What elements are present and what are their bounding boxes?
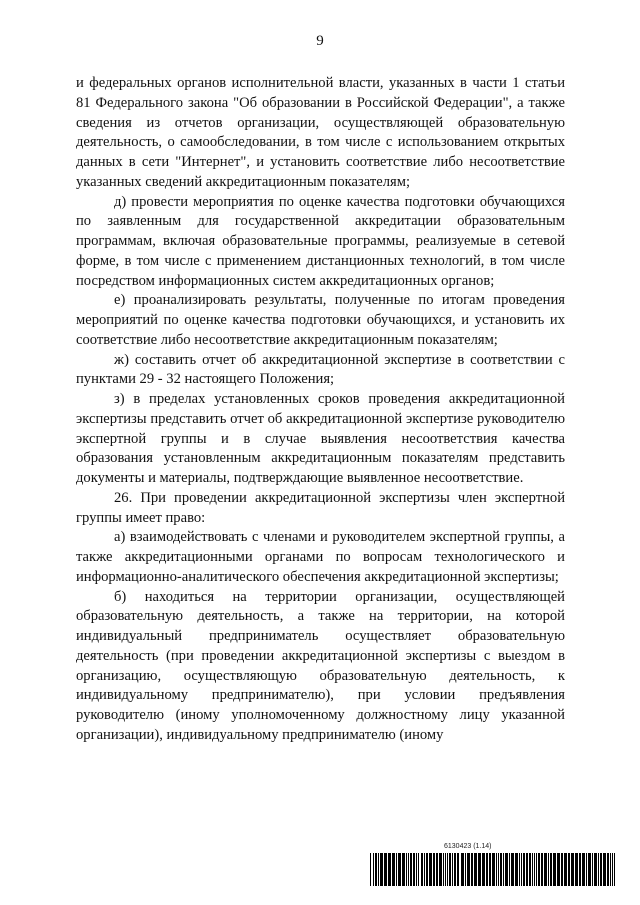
document-body bbox=[76, 74, 565, 746]
page-number: 9 bbox=[316, 33, 324, 49]
paragraph-item-d: д) провести мероприятия по оценке качества подготовки обучающихся по заявленным для государственной аккредитации образовательным программам, включая образовательные программы, реализуемые в сетевой форме, в том числе с применением дистанционных технологий, в том числе посредством информационных систем аккредитационных органов; bbox=[76, 193, 565, 289]
barcode-block bbox=[370, 843, 618, 889]
barcode-id: 6130423 (1.14) bbox=[444, 843, 492, 850]
paragraph-item-e: е) проанализировать результаты, полученные по итогам проведения мероприятий по оценке качества подготовки обучающихся, и установить их соответствие либо несоответствие аккредитационным показателям; bbox=[76, 292, 565, 348]
paragraph-item-z: з) в пределах установленных сроков проведения аккредитационной экспертизы представить отчет об аккредитационной экспертизе руководителю экспертной группы и в случае выявления несоответствия качества образования установленным аккредитационным показателям представить документы и материалы, подтверждающие выявленное несоответствие. bbox=[76, 391, 565, 486]
barcode-icon bbox=[370, 853, 618, 886]
paragraph-section-26: 26. При проведении аккредитационной экспертизы член экспертной группы имеет право: bbox=[76, 489, 565, 526]
paragraph-item-b: б) находиться на территории организации, осуществляющей образовательную деятельность, а также на территории, на которой индивидуальный предприниматель осуществляет образовательную деятельность (при проведении аккредитационной экспертизы с выездом в организацию, осуществляющую образовательную деятельность, к индивидуальному предпринимателю), при условии предъявления руководителю (иному уполномоченному должностному лицу указанной организации), индивидуальному предпринимателю (иному bbox=[76, 588, 565, 743]
paragraph-continuation: и федеральных органов исполнительной власти, указанных в части 1 статьи 81 Федерального закона "Об образовании в Российской Федерации", а также сведения из отчетов организации, осуществляющей образовательную деятельность, о самообследовании, в том числе с использованием открытых данных в сети "Интернет", и установить соответствие либо несоответствие указанных сведений аккредитационным показателям; bbox=[76, 75, 565, 190]
paragraph-item-zh: ж) составить отчет об аккредитационной экспертизе в соответствии с пунктами 29 - 32 настоящего Положения; bbox=[76, 351, 565, 388]
paragraph-item-a: а) взаимодействовать с членами и руководителем экспертной группы, а также аккредитационными органами по вопросам технологического и информационно-аналитического обеспечения аккредитационной экспертизы; bbox=[76, 529, 565, 585]
